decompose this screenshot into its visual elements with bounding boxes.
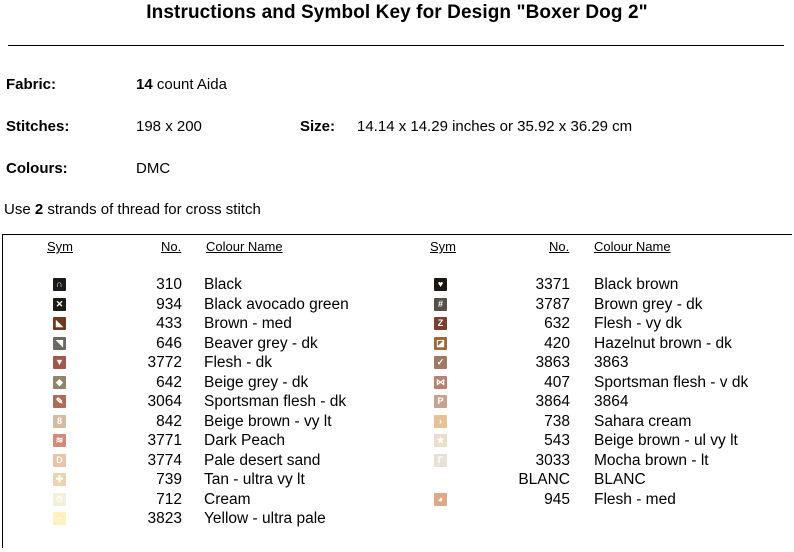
dmc-number: 3033 [535,451,570,469]
colour-name: Flesh - dk [204,354,273,371]
dmc-number: 3064 [147,393,182,410]
colour-row [0,353,794,373]
colour-name: Beaver grey - dk [204,334,318,352]
waves-icon: ≋ [53,434,66,447]
dmc-number: 842 [156,412,182,430]
pencil-icon: ✎ [53,395,66,408]
dmc-number: 3771 [147,432,182,449]
colour-row [0,373,794,393]
colour-name-header-left: Colour Name [206,239,283,254]
dmc-number: 646 [156,334,182,352]
colour-name: Sportsman flesh - dk [204,393,347,410]
dmc-number: 3823 [147,510,182,527]
dmc-number: 420 [544,334,570,352]
colour-name: Tan - ultra vy lt [204,471,305,488]
colour-name: Beige brown - vy lt [204,412,332,430]
fabric-type: count Aida [156,76,227,93]
diamond-icon: ◆ [53,376,66,389]
dmc-number: 739 [156,471,182,488]
dmc-number: 407 [544,373,570,391]
dmc-number: 632 [544,315,570,332]
dmc-number: 433 [156,315,182,332]
heart-icon: ♥ [434,278,447,291]
no-header-right: No. [549,239,570,254]
colour-name: Brown - med [204,315,292,332]
dmc-number: 310 [156,276,182,293]
check-icon: ✓ [434,356,447,369]
colour-name: Flesh - vy dk [594,315,682,332]
plus-icon: ✚ [53,473,66,486]
arch-icon: ∩ [53,278,66,291]
cross-icon: ✕ [53,298,66,311]
colour-row [0,509,794,529]
dmc-number: 3772 [147,354,182,371]
colour-name: Dark Peach [204,432,285,449]
dmc-number: 3863 [535,354,570,371]
dmc-number: 3864 [535,393,570,410]
colour-name: Black avocado green [204,295,349,313]
colour-row [0,295,794,315]
size-value: 14.14 x 14.29 inches or 35.92 x 36.29 cm [357,118,633,135]
strands-pre: Use [4,201,31,218]
no-header-left: No. [161,239,182,254]
colour-name-header-right: Colour Name [594,239,671,254]
colour-name: 3863 [594,354,629,371]
colour-row [0,275,794,295]
hook-icon: ⌐ [53,512,66,525]
bowtie-icon: ⋈ [436,376,445,387]
dmc-number: 3371 [535,276,570,293]
colour-name: 3864 [594,393,629,410]
stitches-label: Stitches: [6,118,70,135]
colours-label: Colours: [6,160,68,177]
colour-name: Sahara cream [594,412,692,430]
dot-circle-icon: ⊙ [53,493,66,506]
strands-count: 2 [34,201,44,218]
colour-name: Yellow - ultra pale [204,510,326,527]
colour-name: Beige brown - ul vy lt [594,432,738,449]
sym-header-left: Sym [47,239,73,254]
fabric-label: Fabric: [6,76,57,93]
dmc-number: 3774 [147,451,182,469]
colour-row [0,334,794,354]
fabric-value [136,76,227,93]
hash-icon: # [434,298,447,311]
strands-post: strands of thread for cross stitch [47,201,261,218]
colour-row [0,431,794,451]
title-divider [8,45,784,46]
dmc-number: 543 [544,432,570,449]
colour-row [0,490,794,510]
colour-row [0,314,794,334]
sym-header-right: Sym [430,239,456,254]
letter-p-icon: P [434,395,447,408]
dmc-number: 738 [544,412,570,430]
dmc-number: 642 [156,373,182,391]
colour-row [0,470,794,490]
colour-name: Hazelnut brown - dk [594,334,732,352]
star-icon: ★ [434,434,447,447]
half-square-icon: ◪ [434,337,447,350]
colour-name: Cream [204,490,251,508]
gamma-icon: Γ [434,454,447,467]
colour-name: Brown grey - dk [594,295,703,313]
chevron-right-icon: › [434,415,447,428]
dmc-number: BLANC [518,471,570,488]
strands-instruction [4,201,261,218]
colour-row [0,392,794,412]
colour-name: Mocha brown - lt [594,451,709,469]
fabric-count: 14 [136,76,153,93]
size-label: Size: [300,118,336,135]
colour-name: BLANC [594,471,646,488]
stitches-value: 198 x 200 [136,118,202,135]
letter-d-icon: D [53,454,66,467]
dmc-number: 945 [544,490,570,508]
dmc-number: 3787 [535,295,570,313]
colour-row [0,451,794,471]
eight-icon: 8 [53,415,66,428]
colour-name: Beige grey - dk [204,373,309,391]
colour-name: Flesh - med [594,490,676,508]
colours-value: DMC [136,160,171,177]
page-title: Instructions and Symbol Key for Design "Boxer Dog 2" [146,2,648,23]
colour-name: Black brown [594,276,679,293]
swirl-icon: ◕ [434,493,447,506]
colour-name: Sportsman flesh - v dk [594,373,749,391]
triangle-icon: ◥ [53,337,66,350]
colour-name: Pale desert sand [204,451,321,469]
colour-row [0,412,794,432]
letter-z-icon: Z [434,317,447,330]
dmc-number: 934 [156,295,182,313]
dmc-number: 712 [156,490,182,508]
down-triangle-icon: ▼ [53,356,66,369]
colour-name: Black [204,276,242,293]
corner-icon: ◣ [53,317,66,330]
